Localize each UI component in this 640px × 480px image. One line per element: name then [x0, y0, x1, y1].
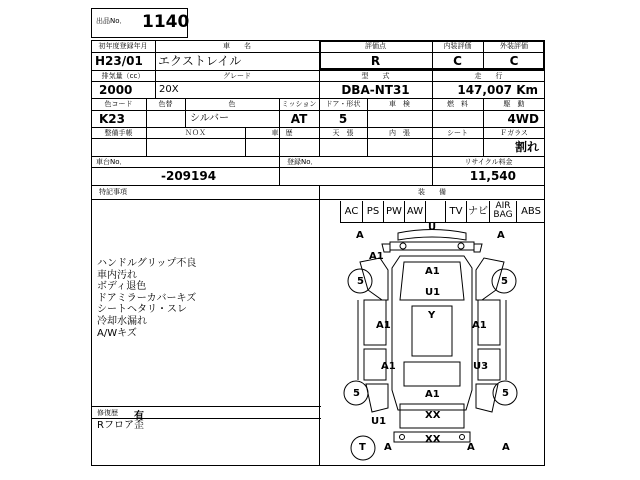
notes-line: 車内汚れ	[97, 269, 137, 281]
equipment-item: TV	[445, 201, 466, 222]
exterior-score-label: 外装評価	[500, 42, 528, 50]
mark-right-front-door: A1	[472, 320, 487, 331]
fuel-label: 燃 料	[447, 100, 468, 108]
repair-history-label: 修復歴	[97, 409, 118, 417]
color-value: シルバー	[190, 113, 230, 124]
mark-rear-left-tire: 5	[353, 388, 360, 399]
mark-right-rear-door: U3	[473, 361, 489, 372]
equipment-item: ABS	[516, 201, 545, 222]
color-change-label: 色替	[158, 100, 173, 108]
mark-rear-right-tire: 5	[502, 388, 509, 399]
mark-rear-panel: A1	[425, 389, 440, 400]
mark-front-bumper: U	[428, 222, 437, 233]
equipment-item: PW	[383, 201, 404, 222]
car-name-value: エクストレイル	[158, 54, 242, 68]
lot-number-value: 1140	[142, 12, 190, 32]
mission-label: ミッション	[281, 100, 317, 108]
interior-score-label: 内装評価	[443, 42, 472, 50]
mark-rear-left-fender: U1	[371, 416, 387, 427]
recycle-label: リサイクル料金	[464, 158, 513, 166]
notes-line: ボディ退色	[97, 281, 147, 293]
notes-line: A/Wキズ	[97, 327, 137, 339]
drive-value: 4WD	[507, 112, 539, 126]
car-name-label: 車 名	[223, 42, 251, 50]
door-label: ドア・形状	[325, 100, 361, 108]
inspection-label: 車 検	[389, 100, 410, 108]
score-label: 評価点	[365, 42, 386, 50]
notes-label: 特記事項	[99, 188, 127, 196]
grade-label: グレード	[223, 72, 251, 80]
mark-front-right-tire: 5	[501, 276, 508, 287]
displacement-label: 排気量（cc）	[101, 72, 145, 80]
equipment-item: AW	[404, 201, 425, 222]
repair-note: Rフロア歪	[97, 420, 144, 431]
mileage-value: 147,007 Km	[457, 83, 538, 97]
notes-line: ハンドルグリップ不良	[97, 258, 197, 269]
mission-value: AT	[290, 112, 308, 126]
history-label: 車 歴	[271, 129, 293, 137]
mark-back-door: XX	[425, 410, 441, 421]
mark-rear-right-corner: A	[502, 442, 510, 453]
interior-lining-label: 内 張	[389, 129, 410, 137]
color-code-label: 色コード	[104, 100, 133, 108]
repair-history-value: 有	[134, 411, 144, 422]
equipment-item: PS	[362, 201, 383, 222]
chassis-label: 車台No．	[96, 158, 127, 166]
mark-front-left-corner: A	[356, 230, 364, 241]
equipment-item: AC	[340, 201, 362, 222]
mark-rear-mid: A	[467, 442, 475, 453]
mark-left-rear-door: A1	[381, 361, 396, 372]
door-value: 5	[338, 112, 348, 126]
drive-label: 駆 動	[503, 100, 525, 108]
score-value: R	[370, 54, 381, 68]
equipment-item: AIR BAG	[489, 201, 516, 222]
chassis-value: -209194	[161, 169, 217, 183]
registration-label: 登録No．	[287, 158, 318, 166]
manual-label: 整備手帳	[104, 129, 133, 137]
mark-front-panel: U1	[425, 287, 441, 298]
notes-line: シートヘタリ・スレ	[97, 304, 187, 316]
grade-value: 20X	[159, 84, 179, 95]
nox-label: ＮＯＸ	[185, 129, 206, 137]
seat-label: シート	[447, 129, 468, 137]
lot-number-label: 出品No．	[96, 17, 127, 25]
mark-front-right-corner: A	[497, 230, 505, 241]
color-label: 色	[228, 100, 236, 108]
displacement-value: 2000	[99, 83, 133, 97]
color-code-value: K23	[99, 112, 125, 126]
recycle-value: 11,540	[469, 169, 516, 183]
exterior-score-value: C	[509, 54, 519, 68]
mileage-label: 走 行	[474, 72, 503, 80]
model-value: DBA-NT31	[341, 83, 410, 97]
mark-hood: A1	[425, 266, 440, 277]
notes-line: 冷却水漏れ	[97, 316, 147, 327]
notes-line: ドアミラーカバーキズ	[97, 292, 197, 304]
mark-spare-tire: T	[359, 442, 366, 453]
equipment-label: 装 備	[418, 188, 446, 196]
model-label: 型 式	[361, 72, 390, 80]
glass-label: Ｆガラス	[500, 129, 528, 137]
interior-score-value: C	[453, 54, 462, 68]
glass-value: 割れ	[514, 140, 539, 154]
mark-rear-left-corner: A	[384, 442, 392, 453]
reg-date-value: H23/01	[95, 54, 143, 68]
equipment-item: ナビ	[466, 201, 489, 222]
mark-left-front-fender: A1	[369, 251, 384, 262]
mark-roof: Y	[428, 310, 436, 321]
reg-date-label: 初年度登録年月	[98, 42, 148, 50]
mark-left-front-door: A1	[376, 320, 391, 331]
roof-lining-label: 天 張	[332, 129, 354, 137]
mark-rear-bumper: XX	[425, 434, 441, 445]
mark-front-left-tire: 5	[357, 276, 364, 287]
equipment-item	[425, 201, 445, 222]
